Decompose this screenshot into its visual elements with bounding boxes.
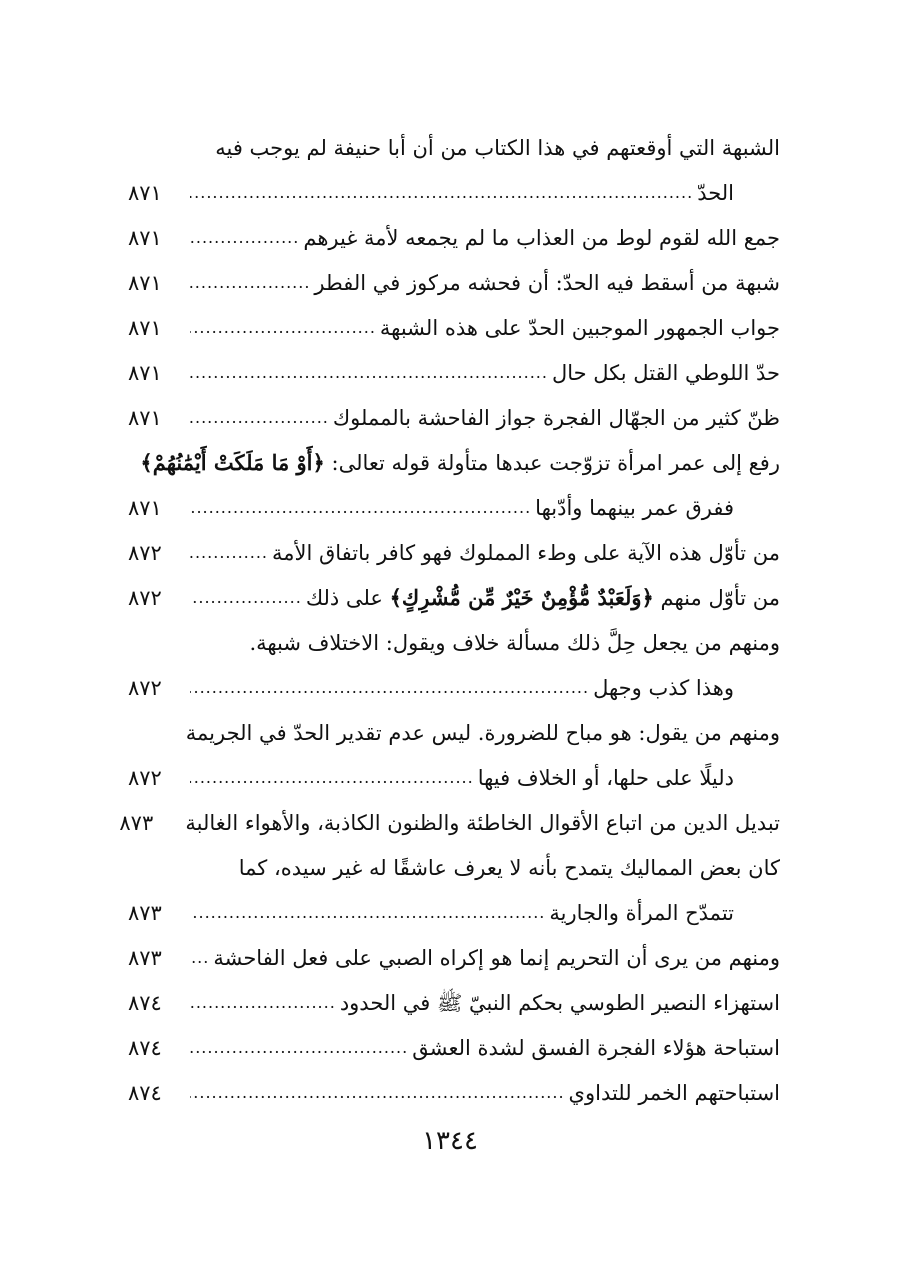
- leader-dots: [190, 673, 589, 703]
- entry-text: تتمدّح المرأة والجارية: [549, 901, 734, 925]
- leader-dots: [190, 583, 302, 613]
- leader-dots: [190, 223, 299, 253]
- entry-text: رفع إلى عمر امرأة تزوّجت عبدها متأولة قوله تعالى:: [331, 451, 780, 475]
- page-ref: ٨٧٤: [128, 991, 162, 1015]
- toc-entry: [128, 1018, 780, 1063]
- toc-entry: [128, 208, 780, 253]
- entry-text: جواب الجمهور الموجبين الحدّ على هذه الشبهة: [379, 316, 780, 340]
- page-ref: ٨٧١: [128, 226, 162, 250]
- page-number: ١٣٤٤: [422, 1126, 478, 1156]
- entry-text: استباحة هؤلاء الفجرة الفسق لشدة العشق: [412, 1036, 780, 1060]
- toc-entry: [128, 343, 780, 388]
- entry-text: دليلًا على حلها، أو الخلاف فيها: [477, 766, 734, 790]
- quran-verse: ﴿أَوْ مَا مَلَكَتْ أَيْمَٰنُهُمْ﴾: [140, 450, 325, 475]
- page-ref: ٨٧١: [128, 316, 162, 340]
- page-ref: ٨٧٤: [128, 1081, 162, 1105]
- entry-text: ومنهم من يجعل حِلَّ ذلك مسألة خلاف ويقول: الاختلاف شبهة.: [249, 631, 780, 655]
- entry-text: من تأوّل منهم: [660, 586, 780, 610]
- toc-entry: [128, 523, 780, 568]
- entry-text: استهزاء النصير الطوسي بحكم النبيّ ﷺ في الحدود: [339, 991, 780, 1015]
- toc-entry: [128, 613, 780, 703]
- toc-entry: [128, 1063, 780, 1108]
- toc-entry: [119, 793, 780, 838]
- entry-text: حدّ اللوطي القتل بكل حال: [551, 361, 780, 385]
- quran-verse: ﴿وَلَعَبْدٌ مُّؤْمِنٌ خَيْرٌ مِّن مُّشْرِكٍ﴾: [389, 585, 654, 610]
- entry-text: ومنهم من يرى أن التحريم إنما هو إكراه الصبي على فعل الفاحشة: [213, 946, 780, 970]
- toc-entry: [128, 298, 780, 343]
- leader-dots: [190, 763, 474, 793]
- page-ref: ٨٧٣: [119, 811, 154, 835]
- toc-entry: [128, 253, 780, 298]
- entry-text: ظنّ كثير من الجهّال الفجرة جواز الفاحشة بالمملوك: [332, 406, 780, 430]
- entry-text: الشبهة التي أوقعتهم في هذا الكتاب من أن أبا حنيفة لم يوجب فيه: [215, 136, 780, 160]
- leader-dots: [190, 178, 693, 208]
- page-ref: ٨٧١: [128, 406, 162, 430]
- toc-entry: [128, 973, 780, 1018]
- entry-text: كان بعض المماليك يتمدح بأنه لا يعرف عاشقًا له غير سيده، كما: [238, 856, 780, 880]
- page-ref: ٨٧٢: [128, 766, 162, 790]
- leader-dots: [190, 493, 531, 523]
- entry-text: تبديل الدين من اتباع الأقوال الخاطئة والظنون الكاذبة، والأهواء الغالبة: [185, 811, 780, 835]
- toc-entry: [128, 568, 780, 613]
- entry-text: استباحتهم الخمر للتداوي: [568, 1081, 780, 1105]
- page-ref: ٨٧١: [128, 361, 162, 385]
- entry-text: من تأوّل هذه الآية على وطء المملوك فهو كافر باتفاق الأمة: [272, 541, 780, 565]
- page-ref: ٨٧٢: [128, 541, 162, 565]
- toc-entry: [128, 838, 780, 928]
- page-ref: ٨٧٢: [128, 676, 162, 700]
- page-ref: ٨٧١: [128, 271, 162, 295]
- page-ref: ٨٧٣: [128, 901, 162, 925]
- leader-dots: [190, 1033, 408, 1063]
- leader-dots: [190, 898, 545, 928]
- toc-entry: [128, 928, 780, 973]
- entry-text: الحدّ: [697, 181, 734, 205]
- entry-text: وهذا كذب وجهل: [593, 676, 734, 700]
- page-ref: ٨٧٤: [128, 1036, 162, 1060]
- page-ref: ٨٧١: [128, 496, 162, 520]
- leader-dots: [190, 403, 329, 433]
- entry-text: جمع الله لقوم لوط من العذاب ما لم يجمعه لأمة غيرهم: [303, 226, 780, 250]
- leader-dots: [190, 1078, 565, 1108]
- entry-text: شبهة من أسقط فيه الحدّ: أن فحشه مركوز في الفطر: [314, 271, 780, 295]
- leader-dots: [190, 268, 310, 298]
- entry-text: ففرق عمر بينهما وأدّبها: [535, 496, 734, 520]
- leader-dots: [190, 943, 209, 973]
- toc-entry: [128, 118, 780, 208]
- toc-entry: [128, 388, 780, 433]
- entry-text: ومنهم من يقول: هو مباح للضرورة. ليس عدم تقدير الحدّ في الجريمة: [185, 721, 780, 745]
- page-ref: ٨٧١: [128, 181, 162, 205]
- leader-dots: [190, 358, 548, 388]
- page-ref: ٨٧٢: [128, 586, 162, 610]
- leader-dots: [190, 988, 336, 1018]
- leader-dots: [190, 538, 268, 568]
- toc-entry: [128, 433, 780, 523]
- entry-text: على ذلك: [305, 586, 383, 610]
- table-of-contents: [119, 118, 780, 1108]
- toc-entry: [128, 703, 780, 793]
- page-ref: ٨٧٣: [128, 946, 162, 970]
- leader-dots: [190, 313, 376, 343]
